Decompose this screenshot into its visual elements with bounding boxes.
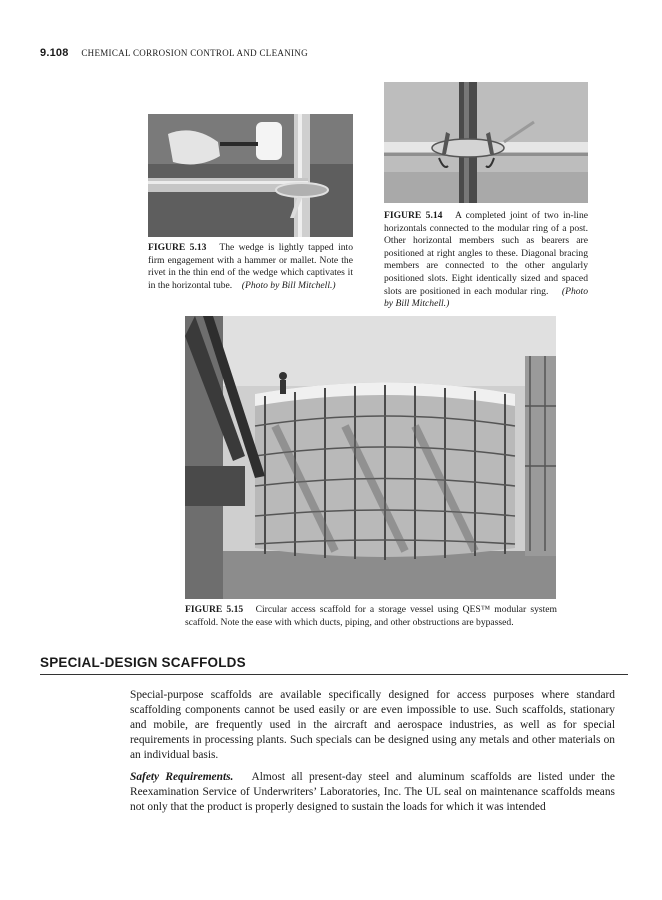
figure-5-14-caption [384, 210, 588, 311]
figure-label: FIGURE 5.14 [384, 210, 443, 221]
run-in-heading: Safety Requirements. [130, 771, 234, 783]
figure-caption-text: A completed joint of two in-line horizontals connected to the modular ring of a post. Other horizontal members such as bearers are positioned at right angles to these. Diagonal bracing members are connected to the other angularly positioned slots. Eight identically sized and spaced slots are positioned in each modular ring. [384, 210, 588, 297]
body-paragraph-safety [130, 770, 615, 815]
figure-5-13-photo [148, 114, 353, 237]
figure-label: FIGURE 5.15 [185, 604, 244, 615]
figure-5-15-caption [185, 604, 557, 629]
running-head [40, 47, 308, 59]
figure-5-13-caption [148, 242, 353, 292]
figure-label: FIGURE 5.13 [148, 242, 207, 253]
running-title: CHEMICAL CORROSION CONTROL AND CLEANING [81, 48, 308, 58]
figure-caption-text: Circular access scaffold for a storage vessel using QES™ modular system scaffold. Note the ease with which ducts, piping, and other obstructions are bypassed. [185, 604, 558, 628]
photo-credit: (Photo by Bill Mitchell.) [241, 279, 336, 291]
figure-caption-text: The wedge is lightly tapped into firm engagement with a hammer or mallet. Note the rivet in the thin end of the wedge which captivates it in the horizontal tube. [148, 242, 353, 291]
figure-5-15-photo [185, 316, 556, 599]
figure-5-14-photo [384, 82, 588, 203]
body-paragraph: Special-purpose scaffolds are available specifically designed for access purposes where standard scaffolding components cannot be used easily or are even impossible to use. Such scaffolds, stationary and mobile, are frequently used in the aircraft and aerospace industries, as well as for special requirements in processing plants. Such specials can be designed using any metals and other materials on an individual basis. [130, 689, 615, 761]
page-number: 9.108 [40, 47, 69, 59]
photo-credit: (Photo by Bill Mitchell.) [384, 285, 589, 310]
section-heading: SPECIAL-DESIGN SCAFFOLDS [40, 655, 628, 675]
body-paragraph-text: Almost all present-day steel and aluminum scaffolds are listed under the Reexamination Service of Underwriters’ Laboratories, Inc. The UL seal on maintenance scaffolds means not only that the product is properly designed to sustain the loads for which it was intended [130, 771, 615, 813]
